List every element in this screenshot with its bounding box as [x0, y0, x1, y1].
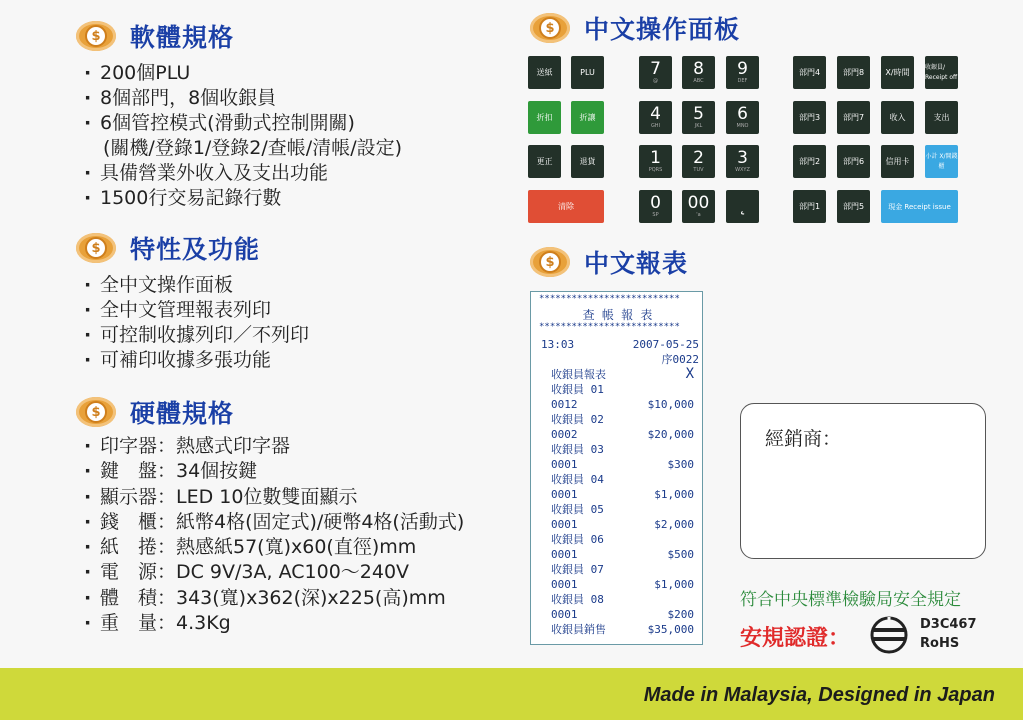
- receipt-total-label: 收銀員銷售: [551, 623, 606, 636]
- key-credit-card[interactable]: 信用卡: [881, 145, 914, 178]
- cert-rohs: RoHS: [920, 636, 960, 651]
- cert-label: 安規認證：: [740, 626, 851, 651]
- compliance-text: 符合中央標準檢驗局安全規定: [740, 590, 961, 610]
- keyboard-panel: [0, 0, 1023, 240]
- report-title: 中文報表: [584, 249, 689, 278]
- receipt-count: 0002: [551, 428, 578, 441]
- key-dept-8[interactable]: 部門8: [837, 56, 870, 89]
- hardware-list: [84, 434, 464, 636]
- key-dept-5[interactable]: 部門5: [837, 190, 870, 223]
- receipt-cashier: 收銀員 07: [551, 563, 604, 576]
- report-section-title: [530, 244, 688, 280]
- receipt-count: 0012: [551, 398, 578, 411]
- features-list: [84, 273, 309, 373]
- dollar-eye-icon: $: [76, 233, 116, 263]
- key-x-time[interactable]: X/時間: [881, 56, 914, 89]
- receipt-mark: X: [685, 366, 694, 382]
- key-discount[interactable]: 折扣: [528, 101, 561, 134]
- dealer-box: [740, 403, 986, 559]
- receipt-amount: $20,000: [647, 428, 694, 441]
- receipt-count: 0001: [551, 608, 578, 621]
- key-3[interactable]: 3 WXYZ: [726, 145, 759, 178]
- list-item: · 200個PLU: [84, 62, 191, 84]
- key-income[interactable]: 收入: [881, 101, 914, 134]
- list-item: (關機/登錄1/登錄2/查帳/清帳/設定): [103, 137, 403, 159]
- dollar-eye-icon: $: [530, 247, 570, 277]
- receipt-amount: $2,000: [654, 518, 694, 531]
- list-item: · 顯示器：LED 10位數雙面顯示: [84, 485, 358, 508]
- receipt-time: 13:03: [541, 338, 575, 351]
- key-subtotal[interactable]: 小計 X/開錢櫃: [925, 145, 958, 178]
- list-item: · 具備營業外收入及支出功能: [84, 162, 329, 184]
- receipt-label: 收銀員報表: [551, 368, 606, 381]
- list-item: · 鍵 盤：34個按鍵: [84, 460, 258, 483]
- receipt-divider: **************************: [539, 322, 680, 332]
- list-item: · 印字器：熱感式印字器: [84, 435, 291, 457]
- receipt-amount: $500: [667, 548, 694, 561]
- key-dept-2[interactable]: 部門2: [793, 145, 826, 178]
- key-dept-1[interactable]: 部門1: [793, 190, 826, 223]
- list-item: · 全中文操作面板: [84, 274, 234, 296]
- list-item: · 全中文管理報表列印: [84, 299, 272, 321]
- key-9[interactable]: 9 DEF: [726, 56, 759, 89]
- receipt-cashier: 收銀員 03: [551, 443, 604, 456]
- key-cash[interactable]: 現金 Receipt issue: [881, 190, 958, 223]
- key-dept-3[interactable]: 部門3: [793, 101, 826, 134]
- software-title: 軟體規格: [130, 23, 235, 52]
- key-correct[interactable]: 更正: [528, 145, 561, 178]
- receipt-cashier: 收銀員 06: [551, 533, 604, 546]
- key-6[interactable]: 6 MNO: [726, 101, 759, 134]
- key-cashier[interactable]: 收銀員/ Receipt off: [925, 56, 958, 89]
- receipt-divider: **************************: [539, 294, 680, 304]
- list-item: · 體 積：343(寬)x362(深)x225(高)mm: [84, 586, 446, 609]
- key-dept-7[interactable]: 部門7: [837, 101, 870, 134]
- key-8[interactable]: 8 ABC: [682, 56, 715, 89]
- receipt-count: 0001: [551, 488, 578, 501]
- dollar-eye-icon: $: [530, 13, 570, 43]
- hardware-section-title: [76, 394, 234, 430]
- receipt-count: 0001: [551, 548, 578, 561]
- key-feed[interactable]: 送紙: [528, 56, 561, 89]
- key-4[interactable]: 4 GHI: [639, 101, 672, 134]
- hardware-title: 硬體規格: [130, 399, 235, 428]
- receipt-report: [530, 291, 703, 645]
- key-clear[interactable]: 清除: [528, 190, 604, 223]
- list-item: · 電 源：DC 9V/3A, AC100～240V: [84, 561, 410, 584]
- footer-bar: [0, 668, 1023, 720]
- key-dept-4[interactable]: 部門4: [793, 56, 826, 89]
- receipt-cashier: 收銀員 05: [551, 503, 604, 516]
- key-plu[interactable]: PLU: [571, 56, 604, 89]
- dealer-label: 經銷商：: [765, 428, 842, 450]
- key-00[interactable]: 00 'a: [682, 190, 715, 223]
- key-2[interactable]: 2 TUV: [682, 145, 715, 178]
- receipt-heading: 查 帳 報 表: [582, 308, 653, 322]
- list-item: · 6個管控模式(滑動式控制開關): [84, 112, 355, 134]
- key-expense[interactable]: 支出: [925, 101, 958, 134]
- list-item: · 8個部門，8個收銀員: [84, 87, 277, 109]
- footer-text: Made in Malaysia, Designed in Japan: [643, 684, 995, 706]
- receipt-count: 0001: [551, 578, 578, 591]
- receipt-amount: $200: [667, 608, 694, 621]
- panel-title: 中文操作面板: [584, 15, 741, 44]
- key-1[interactable]: 1 PQRS: [639, 145, 672, 178]
- bsmi-logo-icon: [868, 615, 910, 655]
- key-dept-6[interactable]: 部門6: [837, 145, 870, 178]
- key-0[interactable]: 0 SP: [639, 190, 672, 223]
- receipt-amount: $300: [667, 458, 694, 471]
- dollar-eye-icon: $: [76, 397, 116, 427]
- receipt-total: $35,000: [647, 623, 694, 636]
- receipt-seq: 序0022: [661, 353, 699, 366]
- dollar-eye-icon: $: [76, 21, 116, 51]
- receipt-cashier: 收銀員 08: [551, 593, 604, 606]
- receipt-amount: $1,000: [654, 578, 694, 591]
- receipt-date: 2007-05-25: [632, 338, 699, 351]
- receipt-amount: $10,000: [647, 398, 694, 411]
- cert-code: D3C467: [920, 617, 977, 632]
- receipt-count: 0001: [551, 518, 578, 531]
- key-decimal[interactable]: ˛: [726, 190, 759, 223]
- list-item: · 可控制收據列印／不列印: [84, 324, 310, 346]
- list-item: · 重 量：4.3Kg: [84, 612, 231, 635]
- key-5[interactable]: 5 JKL: [682, 101, 715, 134]
- key-7[interactable]: 7 @: [639, 56, 672, 89]
- list-item: · 可補印收據多張功能: [84, 349, 272, 371]
- list-item: · 紙 捲：熱感紙57(寬)x60(直徑)mm: [84, 536, 417, 559]
- features-title: 特性及功能: [130, 235, 261, 264]
- receipt-count: 0001: [551, 458, 578, 471]
- receipt-cashier: 收銀員 04: [551, 473, 604, 486]
- key-allowance[interactable]: 折讓: [571, 101, 604, 134]
- receipt-cashier: 收銀員 01: [551, 383, 604, 396]
- receipt-cashier: 收銀員 02: [551, 413, 604, 426]
- list-item: · 1500行交易記錄行數: [84, 187, 282, 209]
- receipt-amount: $1,000: [654, 488, 694, 501]
- list-item: · 錢 櫃：紙幣4格(固定式)/硬幣4格(活動式): [84, 510, 465, 533]
- key-return[interactable]: 退貨: [571, 145, 604, 178]
